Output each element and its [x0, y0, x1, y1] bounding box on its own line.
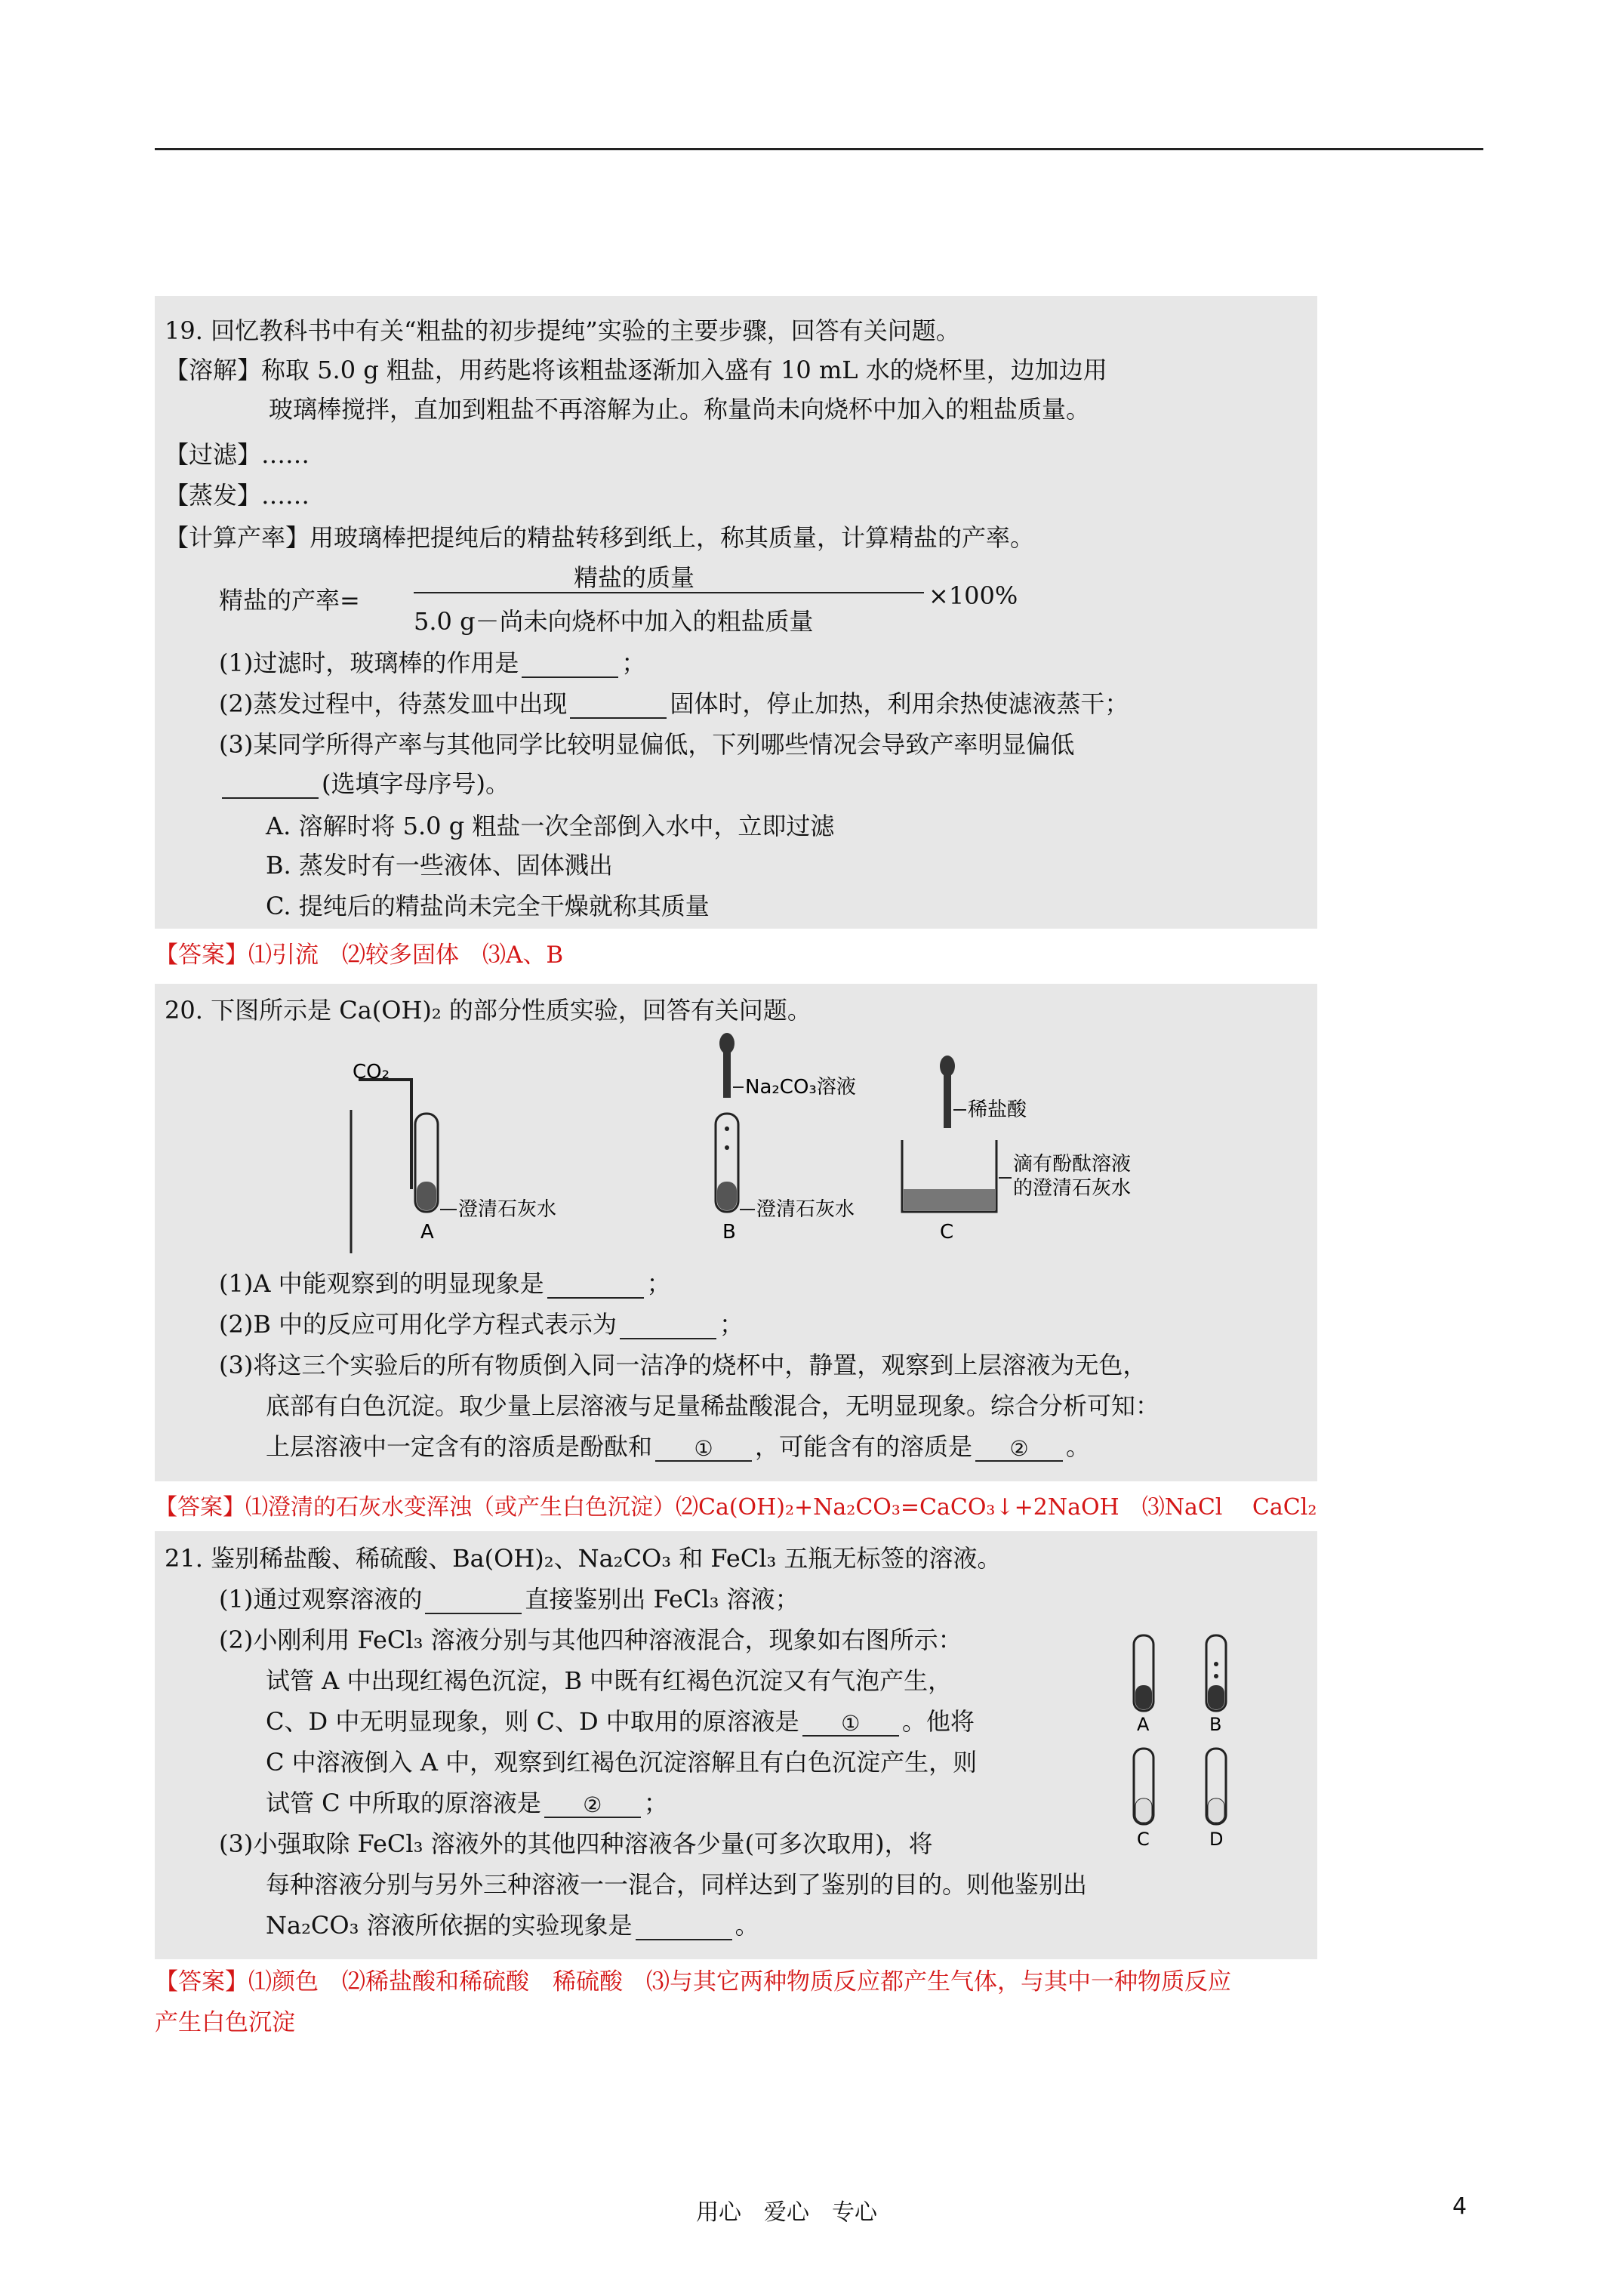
- q19-filter-step: 【过滤】……: [165, 440, 310, 469]
- q21-sub2-e: [266, 1788, 668, 1818]
- label-a: A: [420, 1221, 434, 1244]
- q21-tube-a-label: A: [1137, 1714, 1150, 1735]
- q19-option-c: C. 提纯后的精盐尚未完全干燥就称其质量: [266, 892, 710, 920]
- q20-blank-3: [655, 1438, 752, 1462]
- beaker-c: [902, 1056, 1131, 1244]
- q20-mark-2: ②: [1009, 1436, 1029, 1461]
- q20-title: 20. 下图所示是 Ca(OH)₂ 的部分性质实验，回答有关问题。: [165, 996, 812, 1025]
- q19-blank-3: [222, 775, 319, 799]
- q19-sub1: [219, 648, 645, 678]
- q20-sub2: [219, 1309, 744, 1339]
- q21-blank-1: [425, 1590, 522, 1614]
- q20-sub3-final-mid: ，可能含有的溶质是: [755, 1432, 973, 1461]
- test-tube-a: [351, 1061, 556, 1253]
- test-tube-b: [716, 1033, 856, 1244]
- q21-sub3-c: [266, 1910, 759, 1940]
- q21-tube-a: [1134, 1635, 1153, 1735]
- q21-tube-c: [1134, 1749, 1153, 1850]
- q19-sub1-text: (1)过滤时，玻璃棒的作用是: [219, 649, 519, 677]
- lime-water-label-c: 的澄清石灰水: [1013, 1177, 1132, 1200]
- q21-answer-line1: 【答案】⑴颜色 ⑵稀盐酸和稀硫酸 稀硫酸 ⑶与其它两种物质反应都产生气体，与其中一种物质反应: [155, 1968, 1231, 1996]
- q21-sub2-c-text: C、D 中无明显现象，则 C、D 中取用的原溶液是: [266, 1707, 799, 1736]
- q19-title: 19. 回忆教科书中有关“粗盐的初步提纯”实验的主要步骤，回答有关问题。: [165, 316, 960, 345]
- q21-title: 21. 鉴别稀盐酸、稀硫酸、Ba(OH)₂、Na₂CO₃ 和 FeCl₃ 五瓶无标签的溶液。: [165, 1544, 1002, 1573]
- q21-tube-d: [1206, 1749, 1226, 1850]
- q19-sub3-cont: [219, 769, 510, 799]
- q20-blank-2: [620, 1315, 716, 1339]
- q19-option-a: A. 溶解时将 5.0 g 粗盐一次全部倒入水中，立即过滤: [266, 812, 835, 840]
- formula-lhs: 精盐的产率=: [219, 586, 360, 615]
- q21-sub2-b: 试管 A 中出现红褐色沉淀，B 中既有红褐色沉淀又有气泡产生，: [266, 1666, 953, 1695]
- hcl-label: 稀盐酸: [968, 1099, 1027, 1121]
- formula-percent: ×100%: [929, 581, 1018, 610]
- phenolphthalein-label: 滴有酚酞溶液: [1013, 1153, 1132, 1176]
- q21-sub2: (2)小刚利用 FeCl₃ 溶液分别与其他四种溶液混合，现象如右图所示：: [219, 1626, 962, 1654]
- q21-blank-3: [544, 1794, 641, 1818]
- q21-sub3: (3)小强取除 FeCl₃ 溶液外的其他四种溶液各少量(可多次取用)，将: [219, 1829, 933, 1858]
- q19-calc-step: 【计算产率】用玻璃棒把提纯后的精盐转移到纸上，称其质量，计算精盐的产率。: [165, 523, 1035, 552]
- q21-answer-line2: 产生白色沉淀: [155, 2009, 295, 2036]
- q21-mark-1: ①: [841, 1711, 861, 1736]
- q21-sub1-end: 直接鉴别出 FeCl₃ 溶液；: [525, 1585, 799, 1613]
- q19-blank-1: [522, 654, 618, 678]
- na2co3-label: Na₂CO₃溶液: [745, 1076, 856, 1099]
- label-b: B: [722, 1221, 736, 1244]
- q20-sub3-final-end: 。: [1066, 1432, 1091, 1461]
- lime-water-label-a: 澄清石灰水: [458, 1198, 557, 1221]
- q20-sub1-text: (1)A 中能观察到的明显现象是: [219, 1269, 544, 1298]
- q21-sub3-c-text: Na₂CO₃ 溶液所依据的实验现象是: [266, 1911, 633, 1940]
- q19-blank-2: [570, 695, 667, 719]
- fraction-bar: [414, 592, 924, 593]
- q20-blank-1: [547, 1274, 644, 1299]
- page-footer: 用心 爱心 专心: [696, 2199, 877, 2226]
- q20-blank-4: [975, 1438, 1063, 1462]
- q21-sub2-e-text: 试管 C 中所取的原溶液是: [266, 1789, 541, 1817]
- q19-dissolve-line2: 玻璃棒搅拌，直加到粗盐不再溶解为止。称量尚未向烧杯中加入的粗盐质量。: [269, 395, 1091, 424]
- q21-tube-d-label: D: [1209, 1829, 1224, 1850]
- lime-water-label-b: 澄清石灰水: [756, 1198, 855, 1221]
- q21-mark-2: ②: [583, 1792, 602, 1817]
- q20-sub2-end: ；: [719, 1310, 744, 1339]
- q21-blank-4: [636, 1916, 732, 1940]
- q21-sub3-c-end: 。: [735, 1911, 759, 1940]
- q19-sub3-end: (选填字母序号)。: [322, 769, 510, 798]
- q21-sub1-text: (1)通过观察溶液的: [219, 1585, 423, 1613]
- q20-sub3: (3)将这三个实验后的所有物质倒入同一洁净的烧杯中，静置，观察到上层溶液为无色，: [219, 1351, 1147, 1379]
- q20-mark-1: ①: [694, 1436, 713, 1461]
- q21-sub3-b: 每种溶液分别与另外三种溶液一一混合，同样达到了鉴别的目的。则他鉴别出: [266, 1870, 1088, 1899]
- q21-sub2-c: [266, 1706, 975, 1737]
- header-rule: [155, 148, 1483, 150]
- page-number: 4: [1452, 2193, 1467, 2220]
- co2-label: CO₂: [353, 1061, 390, 1083]
- q20-sub3-cont: 底部有白色沉淀。取少量上层溶液与足量稀盐酸混合，无明显现象。综合分析可知：: [266, 1391, 1160, 1420]
- formula-denominator: 5.0 g－尚未向烧杯中加入的粗盐质量: [414, 607, 814, 636]
- q19-evaporate-step: 【蒸发】……: [165, 481, 310, 510]
- q19-sub1-end: ；: [621, 649, 646, 677]
- q21-tube-b-label: B: [1209, 1714, 1222, 1735]
- q19-sub3: (3)某同学所得产率与其他同学比较明显偏低，下列哪些情况会导致产率明显偏低: [219, 730, 1075, 759]
- q20-sub1: [219, 1268, 671, 1299]
- q20-answer: 【答案】⑴澄清的石灰水变浑浊（或产生白色沉淀）⑵Ca(OH)₂+Na₂CO₃=CaCO₃↓+2NaOH ⑶NaCl CaCl₂: [155, 1494, 1317, 1521]
- q21-sub2-e-end: ；: [643, 1789, 668, 1817]
- label-c: C: [940, 1221, 954, 1244]
- q20-sub3-final-text: 上层溶液中一定含有的溶质是酚酞和: [266, 1432, 653, 1461]
- q19-dissolve-line1: 【溶解】称取 5.0 g 粗盐，用药匙将该粗盐逐渐加入盛有 10 mL 水的烧杯里，边加边用: [165, 356, 1107, 384]
- q21-tube-b: [1206, 1635, 1226, 1735]
- formula-numerator: 精盐的质量: [574, 563, 695, 592]
- q20-sub3-final: [266, 1432, 1090, 1462]
- q19-option-b: B. 蒸发时有一些液体、固体溅出: [266, 851, 613, 880]
- q21-sub2-d: C 中溶液倒入 A 中，观察到红褐色沉淀溶解且有白色沉淀产生，则: [266, 1748, 978, 1777]
- caoh2-experiment-figure: [155, 1027, 1317, 1253]
- q19-sub2-end: 固体时，停止加热，利用余热使滤液蒸干；: [670, 689, 1129, 718]
- q21-sub2-c-end: 。他将: [901, 1707, 975, 1736]
- q21-tube-c-label: C: [1137, 1829, 1150, 1850]
- q21-test-tubes-figure: [1117, 1631, 1268, 1857]
- q19-sub2-text: (2)蒸发过程中，待蒸发皿中出现: [219, 689, 568, 718]
- q21-sub1: [219, 1584, 799, 1614]
- q19-answer: 【答案】⑴引流 ⑵较多固体 ⑶A、B: [155, 942, 564, 969]
- q21-blank-2: [802, 1712, 899, 1737]
- q19-sub2: [219, 689, 1129, 719]
- q20-sub1-end: ；: [646, 1269, 671, 1298]
- q20-sub2-text: (2)B 中的反应可用化学方程式表示为: [219, 1310, 617, 1339]
- yield-formula: [219, 559, 1018, 642]
